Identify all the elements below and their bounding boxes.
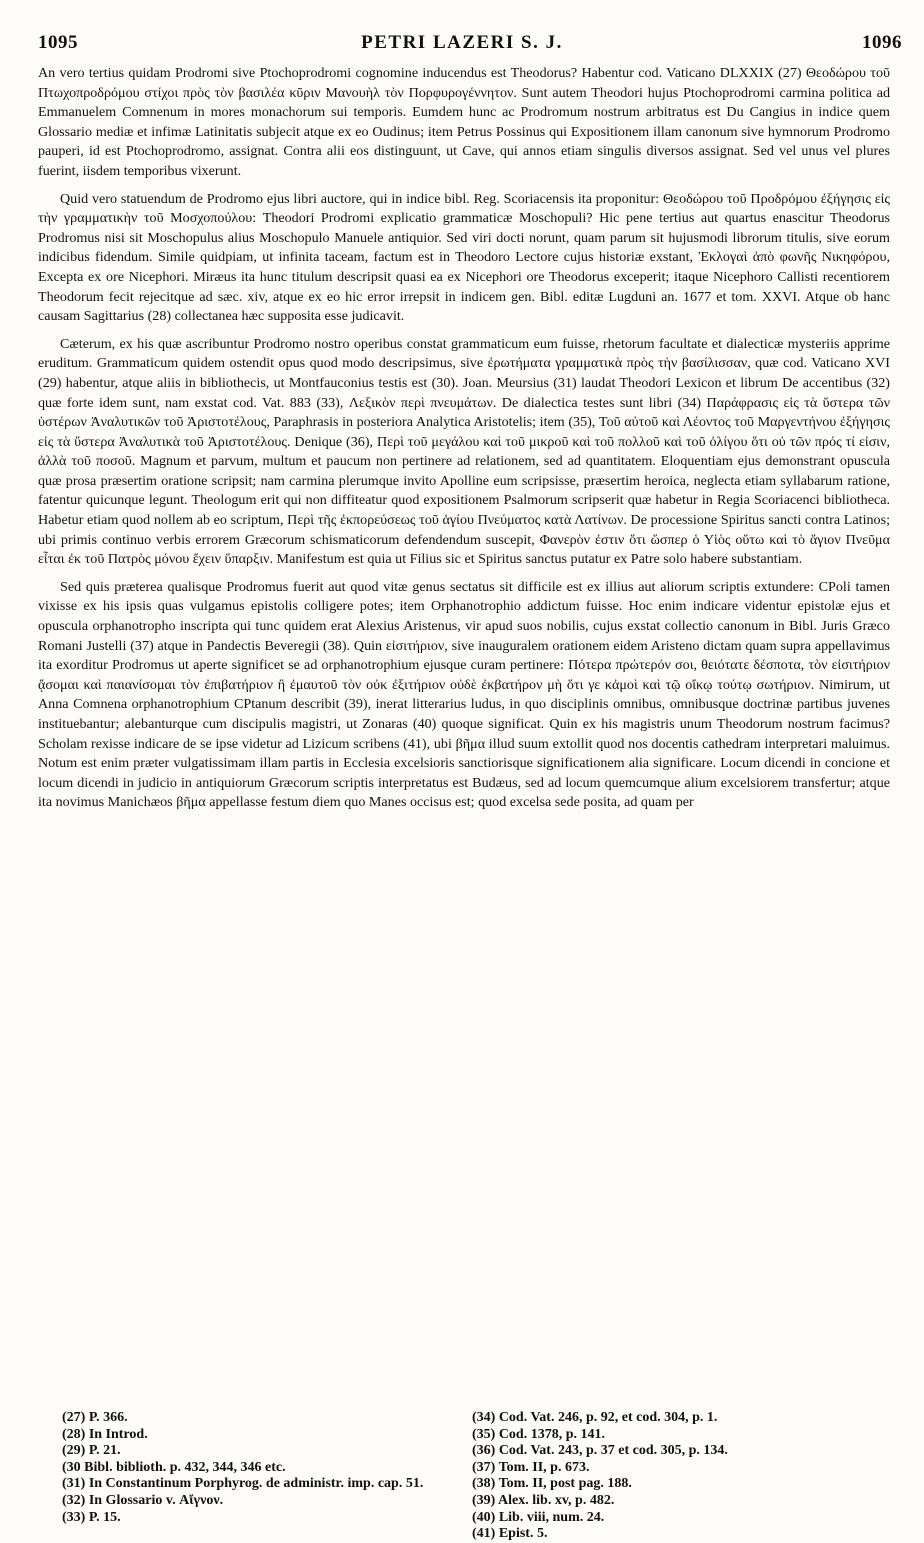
footnote: (36) Cod. Vat. 243, p. 37 et cod. 305, p. 134. [472,1443,728,1459]
footnote: (41) Epist. 5. [472,1526,548,1542]
footnote: (35) Cod. 1378, p. 141. [472,1426,606,1442]
footnote: (33) P. 15. [62,1509,121,1525]
paragraph: Quid vero statuendum de Prodromo ejus libri auctore, qui in indice bibl. Reg. Scoriacensis ita proponitur: Θεοδώρου τοῦ Προδρόμου ἐξήγησις εἰς τὴν γραμματικὴν τοῦ Μοσχοπούλου: Theodori Prodromi explicatio grammaticæ Moschopuli? Hic pene tertius aut quartus enascitur Theodorus Prodromus nisi sit Moschopulus alius Moschopulo Manuele antiquior. Sed viri docti norunt, quam parum sit hujusmodi librorum titulis, sive eorum indicibus fidendum. Simile quidpiam, ut infinita taceam, factum est in Theodoro Lectore cujus historiæ exstant, Ἐκλογαὶ ἀπὸ φωνῆς Νικηφόρου, Excepta ex ore Nicephori. Miræus ita hunc titulum descripsit quasi ea ex Nicephori ore Theodorus exceperit; itaque Nicephoro Callisti recentiorem Theodorum fecit rejecitque ad sæc. xiv, atque ex eo hic error irrepsit in indicem gen. Bibl. editæ Lugduni an. 1677 et tom. XXVI. Atque ob hanc causam Sagittarius (28) collectanea hæc supposita esse judicavit. [38,190,890,325]
footnote: (32) In Glossario v. Αἴγνον. [62,1492,224,1508]
main-text [38,64,890,821]
footnotes-left-column [62,1410,472,1543]
paragraph: An vero tertius quidam Prodromi sive Ptochoprodromi cognomine inducendus est Theodorus? Habentur cod. Vaticano DLXXIX (27) Θεοδώρου τοῦ Πτωχοπροδρόμου στίχοι πρὸς τὸν βασιλέα κῦριν Μανουὴλ τὸν Πορφυρογέννητον. Sunt autem Theodori hujus Ptochoprodromi carmina politica ad Emmanuelem Comnenum in mores monachorum sui temporis. Eumdem hunc ac Prodromum nostrum arbitratus est Du Cangius in indice quem Glossario mediæ et infimæ Latinitatis subjecit atque ex eo Oudinus; item Petrus Possinus qui Expositionem illam canonum sive hymnorum Prodromo pauperi, id est Ptochoprodromo, assignat. Contra alii eos distinguunt, ut Cave, qui annos etiam singulis diversos assignat. Sed vel unus vel plures fuerint, iisdem temporibus vixerunt. [38,65,890,179]
footnotes-right-column [472,1410,882,1543]
page-number-right: 1096 [862,32,902,53]
page-number-left: 1095 [38,32,78,53]
footnote: (29) P. 21. [62,1443,121,1459]
footnote: (27) P. 366. [62,1410,128,1425]
footnote: (30 Bibl. biblioth. p. 432, 344, 346 etc. [62,1459,286,1475]
footnotes [62,1410,882,1543]
footnote: (38) Tom. II, post pag. 188. [472,1476,632,1492]
footnote: (37) Tom. II, p. 673. [472,1459,590,1475]
paragraph: Cæterum, ex his quæ ascribuntur Prodromo nostro operibus constat grammaticum eum fuisse, rhetorum facultate et dialecticæ mysteriis apprime eruditum. Grammaticum quidem ostendit opus quod modo descripsimus, sive ἐρωτήματα γραμματικὰ πρὸς τὴν βασίλισσαν, quæ cod. Vaticano XVI (29) habentur, atque aliis in bibliothecis, ut Montfauconius testis est (30). Joan. Meursius (31) laudat Theodori Lexicon et librum De accentibus (32) quæ forte idem sunt, nam exstat cod. Vat. 883 (33), Λεξικὸν περὶ πνευμάτων. De dialectica testes sunt libri (34) Παράφρασις εἰς τὰ ὕστερα τῶν ὑστέρων Ἀναλυτικῶν τοῦ Ἀριστοτέλους, Paraphrasis in posteriora Analytica Aristotelis; item (35), Τοῦ αὐτοῦ καὶ Λέοντος τοῦ Μαργεντήνου ἐξήγησις εἰς τὰ ὕστερα Ἀναλυτικὰ τοῦ Ἀριστοτέλους. Denique (36), Περὶ τοῦ μεγάλου καὶ τοῦ μικροῦ καὶ τοῦ πολλοῦ καὶ τοῦ ὀλίγου ὅτι οὐ τῶν πρός τί εἰσιν, ἀλλὰ τοῦ ποσοῦ. Magnum et parvum, multum et paucum non pertinere ad relationem, sed ad quantitatem. Eloquentiam ejus demonstrant opuscula quæ prosa præsertim oratione scripsit; nam carmina plerumque invito Apolline eum scripsisse, præsertim heroica, neglecta etiam syllabarum ratione, fatentur quicunque legunt. Theologum erit qui non diffiteatur quod expositionem Psalmorum scripserit quæ habetur in Regia Scoriacenci bibliotheca. Habetur etiam quod nollem ab eo scriptum, Περὶ τῆς ἐκπορεύσεως τοῦ ἁγίου Πνεύματος κατὰ Λατίνων. De processione Spiritus sancti contra Latinos; ubi primis continuo verbis errorem Græcorum schismaticorum defendendum suscepit, Φανερὸν ἐστιν ὅτι ὥσπερ ὁ Υἱὸς οὕτω καὶ τὸ ἅγιον Πνεῦμα εἶται ἐκ τοῦ Πατρὸς μόνου ἔχειν ὕπαρξιν. Manifestum est quia ut Filius sic et Spiritus sanctus putatur ex Patre solo habere substantiam. [38,335,890,568]
footnote: (40) Lib. viii, num. 24. [472,1509,605,1525]
footnote: (31) In Constantinum Porphyrog. de administr. imp. cap. 51. [62,1476,424,1492]
footnote: (28) In Introd. [62,1426,148,1442]
paragraph: Sed quis præterea qualisque Prodromus fuerit aut quod vitæ genus sectatus sit difficile est ex illius aut aliorum scriptis extundere: CPoli tamen vixisse ex his ipsis quas vulgamus epistolis colligere potes; item Orphanotrophio addictum fuisse. Hoc enim indicare videntur epistolæ ejus et opuscula orphanotropho inscripta qui tunc quidem erat Alexius Aristenus, vir apud suos nobilis, cujus exstat collectio canonum in Bibl. Juris Græco Romani Justelli (37) atque in Pandectis Beveregii (38). Quin εἰσιτήριον, sive inauguralem orationem eidem Aristeno dictam quam supra appellavimus ita exorditur Prodromus ut aperte significet se ad orphanotrophium ejusque curam pertinere: Πότερα πρώτερόν σοι, θειότατε δέσποτα, τὸν εἰσιτήριον ᾄσομαι καὶ παιανίσομαι τὸν ἐπιβατήριον ἢ ἐμαυτοῦ τὸν οὐκ ἐξιτήριον οὐδὲ ἐκβατήρον μὴ ὅτι γε κἀμοὶ καὶ τῷ οἴκῳ τούτῳ σωτήριον. Nimirum, ut Anna Comnena orphanotrophium CPtanum describit (39), inerat litterarius ludus, in quo disciplinis omnibus, omnibusque doctrinæ partibus juvenes instituebantur; alebanturque cum discipulis magistri, ut Zonaras (40) quoque significat. Quin ex his magistris unum Theodorum nostrum facimus? Scholam rexisse indicare de se ipse videtur ad Lizicum scribens (41), ubi βῆμα illud suum extollit quod nos docentis cathedram interpretari maluimus. Notum est enim præter vulgatissimam illam partis in Ecclesia excelsioris sanctiorisque significationem alia significare. Locum dicendi in concione et locum dicendi in judicio in antiquiorum Græcorum scriptis interpretatus est Budæus, sed ad locum quemcumque alium excelsiorem transfertur; atque ita novimus Manichæos βῆμα appellasse festum diem quo Manes occisus est; quod excelsa sede posita, ad quam per [38,578,890,811]
footnote: (34) Cod. Vat. 246, p. 92, et cod. 304, p. 1. [472,1410,718,1425]
footnote: (39) Alex. lib. xv, p. 482. [472,1492,615,1508]
running-title: PETRI LAZERI S. J. [361,32,563,53]
